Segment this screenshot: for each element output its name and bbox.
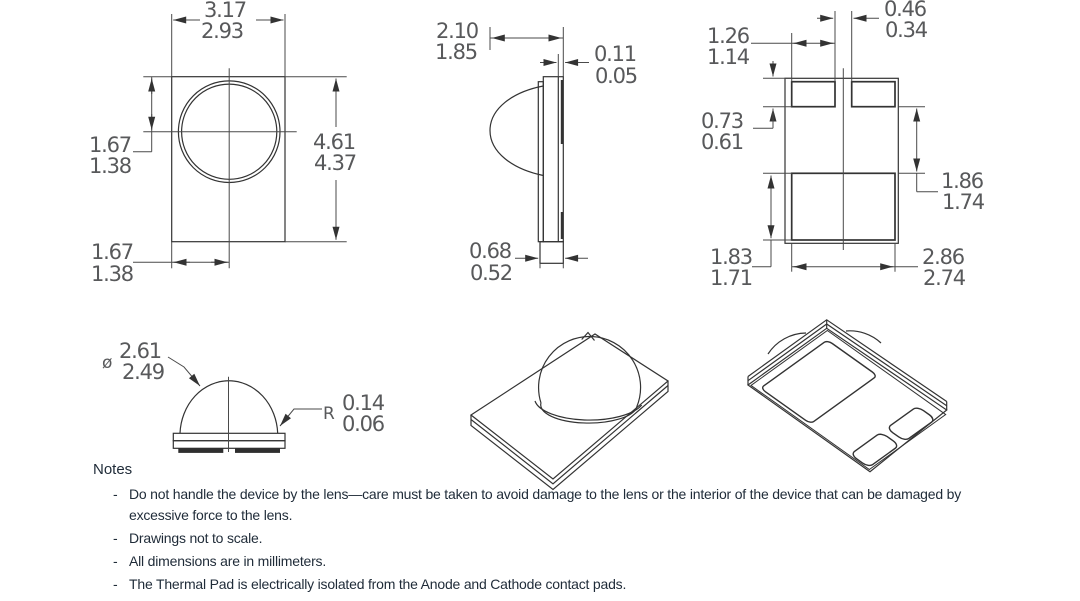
contact-pad-edge xyxy=(178,448,223,453)
radius-symbol: R xyxy=(323,404,335,424)
bottom-face-inner-outline xyxy=(751,330,946,469)
dim-text-min: 1.38 xyxy=(91,262,133,286)
bottom-pad-view xyxy=(701,0,985,290)
dim-text-max: 1.26 xyxy=(707,24,749,48)
dim-lens-diameter xyxy=(102,339,200,386)
note-bullet: - xyxy=(113,576,118,592)
cathode-pad xyxy=(792,82,835,107)
dim-text-max: 0.14 xyxy=(342,391,384,415)
notes-section xyxy=(93,461,963,595)
note-item xyxy=(113,528,963,549)
note-text: Do not handle the device by the lens—care must be taken to avoid damage to the lens or the interior of the device that can be damaged by excessive force to the lens. xyxy=(129,486,962,523)
note-text: All dimensions are in millimeters. xyxy=(129,553,327,569)
dim-lens-edge-to-back xyxy=(435,19,563,77)
body-strip xyxy=(173,441,285,449)
dim-text-min: 1.85 xyxy=(435,40,477,64)
dim-text-max: 0.46 xyxy=(884,0,926,21)
isometric-bottom-view xyxy=(748,320,947,472)
dim-text-min: 2.93 xyxy=(201,19,243,43)
dim-contact-pad-gap xyxy=(817,0,928,82)
flange-strip xyxy=(173,433,285,440)
note-item xyxy=(113,574,963,595)
dim-contact-pad-height xyxy=(701,61,792,154)
contact-pad-iso xyxy=(887,406,936,441)
dim-text-max: 1.67 xyxy=(89,133,131,157)
dim-lens-center-from-left xyxy=(91,240,229,286)
package-top-face xyxy=(471,334,668,479)
dim-text-max: 1.67 xyxy=(91,240,133,264)
dim-text-min: 4.37 xyxy=(314,151,356,175)
dim-thermal-pad-width xyxy=(792,243,966,290)
contact-pad-edge xyxy=(235,448,280,453)
dim-package-height xyxy=(285,77,356,242)
note-bullet: - xyxy=(113,553,118,569)
dim-text-max: 2.61 xyxy=(119,339,161,363)
lens-dome-iso xyxy=(539,336,641,407)
dim-standoff-height xyxy=(469,239,588,285)
body-seam-line xyxy=(748,324,947,406)
diameter-symbol: ø xyxy=(102,353,113,373)
leader-arrow xyxy=(168,357,200,386)
dim-top-width xyxy=(172,0,285,77)
leader-arrow xyxy=(280,409,322,426)
dim-text-min: 0.61 xyxy=(701,130,743,154)
side-view xyxy=(435,19,637,285)
top-view xyxy=(89,0,356,286)
note-bullet: - xyxy=(113,486,118,502)
note-item xyxy=(113,484,963,526)
dim-text-max: 0.11 xyxy=(594,42,636,66)
dim-text-min: 1.38 xyxy=(89,154,131,178)
package-outline xyxy=(785,78,898,243)
dim-text-max: 0.68 xyxy=(469,239,511,263)
dim-text-min: 0.06 xyxy=(342,412,384,436)
dim-text-max: 2.10 xyxy=(436,19,478,43)
dim-text-max: 3.17 xyxy=(204,0,246,22)
dim-thermal-pad-offset xyxy=(710,173,792,290)
dim-text-min: 1.74 xyxy=(942,190,984,214)
dim-text-max: 0.73 xyxy=(701,109,743,133)
dim-text-max: 1.83 xyxy=(710,245,752,269)
note-item xyxy=(113,551,963,572)
dim-text-max: 1.86 xyxy=(941,169,983,193)
dim-text-max: 4.61 xyxy=(313,130,355,154)
body-outline xyxy=(543,77,563,242)
note-bullet: - xyxy=(113,530,118,546)
dim-text-min: 0.05 xyxy=(595,64,637,88)
dim-lens-center-from-top xyxy=(89,77,172,178)
note-text: Drawings not to scale. xyxy=(129,530,263,546)
dim-text-min: 0.52 xyxy=(470,261,512,285)
lens-dome-profile xyxy=(490,86,543,176)
notes-title: Notes xyxy=(93,461,133,478)
thermal-pad-iso xyxy=(760,340,877,424)
dim-text-min: 1.14 xyxy=(707,45,749,69)
bottom-face-features xyxy=(751,330,946,469)
dim-text-min: 2.49 xyxy=(122,360,164,384)
dim-text-min: 2.74 xyxy=(923,266,965,290)
dim-substrate-thickness xyxy=(540,42,637,88)
dim-text-min: 1.71 xyxy=(710,266,752,290)
dim-lens-base-radius xyxy=(280,391,385,436)
dim-text-max: 2.86 xyxy=(922,245,964,269)
anode-pad xyxy=(852,82,895,107)
standoff-pedestal xyxy=(540,242,563,264)
dim-text-min: 0.34 xyxy=(885,18,927,42)
note-text: The Thermal Pad is electrically isolated from the Anode and Cathode contact pads. xyxy=(129,576,627,592)
lens-flange xyxy=(538,82,543,242)
dim-contact-pad-width xyxy=(707,24,835,82)
dim-thermal-pad-height xyxy=(898,107,984,214)
front-view xyxy=(102,339,385,453)
